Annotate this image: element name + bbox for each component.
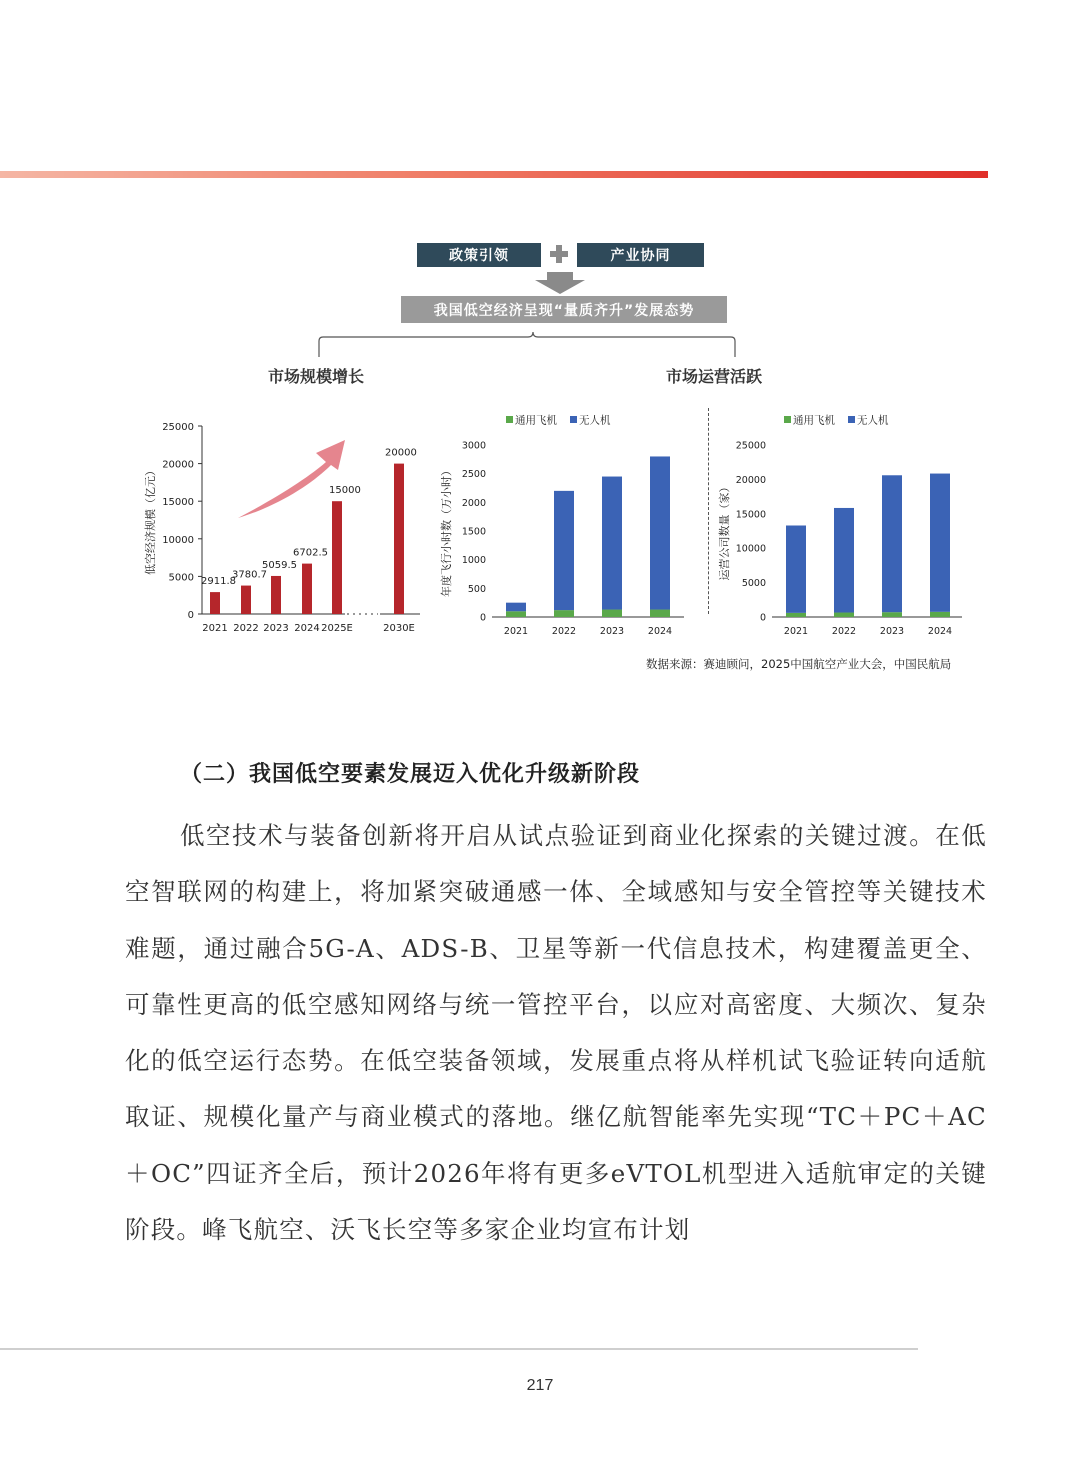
legend-label: 通用飞机 xyxy=(793,414,835,427)
bar-2025E xyxy=(332,501,342,614)
bar-2023 xyxy=(271,576,281,614)
data-label: 15000 xyxy=(329,485,361,497)
industry-box-label: 产业协同 xyxy=(610,248,671,264)
bar-2022-无人机 xyxy=(554,491,574,610)
header-rule xyxy=(0,171,988,178)
operator-count-chart xyxy=(714,405,970,645)
growth-arrow-icon xyxy=(238,440,345,518)
bar-2022-通用飞机 xyxy=(834,613,854,617)
bar-2021-通用飞机 xyxy=(506,611,526,617)
bar-2023-通用飞机 xyxy=(882,612,902,617)
bar-2024-无人机 xyxy=(930,474,950,612)
x-tick-label: 2021 xyxy=(783,626,809,637)
data-label: 5059.5 xyxy=(262,559,297,571)
legend-swatch xyxy=(506,416,513,423)
bar-2024-通用飞机 xyxy=(650,610,670,617)
x-tick-label: 2023 xyxy=(599,626,625,637)
plus-icon xyxy=(548,243,570,265)
x-tick-label: 2022 xyxy=(831,626,857,637)
body-paragraph: 低空技术与装备创新将开启从试点验证到商业化探索的关键过渡。在低空智联网的构建上，将加紧突破通感一体、全域感知与安全管控等关键技术难题，通过融合5G-A、ADS-B、卫星等新一代信息技术，构建覆盖更全、可靠性更高的低空感知网络与统一管控平台，以应对高密度、大频次、复杂化的低空运行态势。在低空装备领域，发展重点将从样机试飞验证转向适航取证、规模化量产与商业模式的落地。继亿航智能率先实现“TC＋PC＋AC＋OC”四证齐全后，预计2026年将有更多eVTOL机型进入适航审定的关键阶段。峰飞航空、沃飞长空等多家企业均宣布计划 xyxy=(125,821,987,1245)
x-tick-label: 2024 xyxy=(647,626,673,637)
bar-2021-无人机 xyxy=(786,525,806,612)
x-tick-label: 2022 xyxy=(233,623,259,634)
footer-rule xyxy=(0,1348,918,1350)
y-tick-label: 5000 xyxy=(741,578,766,590)
bar-2022-通用飞机 xyxy=(554,610,574,617)
bar-2024-通用飞机 xyxy=(930,612,950,617)
legend-swatch xyxy=(570,416,577,423)
bar-2023-无人机 xyxy=(602,477,622,610)
bar-2022 xyxy=(241,586,251,614)
page-number: 217 xyxy=(526,1377,554,1394)
data-label: 20000 xyxy=(385,447,417,459)
y-tick-label: 1000 xyxy=(461,555,486,567)
x-tick-label: 2030E xyxy=(383,623,415,634)
y-tick-label: 0 xyxy=(187,610,194,621)
y-axis-label: 年度飞行小时数（万小时） xyxy=(440,465,453,597)
y-tick-label: 1500 xyxy=(461,526,486,538)
flight-hours-chart xyxy=(436,405,692,645)
y-tick-label: 10000 xyxy=(735,543,766,555)
y-tick-label: 2500 xyxy=(461,469,486,481)
data-label: 3780.7 xyxy=(232,569,267,581)
branch-left-label: 市场规模增长 xyxy=(268,367,365,386)
x-tick-label: 2023 xyxy=(879,626,905,637)
x-tick-label: 2022 xyxy=(551,626,577,637)
x-tick-label: 2021 xyxy=(503,626,529,637)
y-tick-label: 500 xyxy=(467,583,486,595)
policy-box-label: 政策引领 xyxy=(449,248,509,264)
y-tick-label: 0 xyxy=(479,612,486,624)
y-axis-label: 运营公司数量（家） xyxy=(718,481,731,581)
bar-2024-无人机 xyxy=(650,456,670,609)
section-subheading: （二）我国低空要素发展迈入优化升级新阶段 xyxy=(180,761,641,787)
policy-box xyxy=(417,243,541,267)
x-tick-label: 2024 xyxy=(927,626,953,637)
y-tick-label: 0 xyxy=(759,612,766,624)
result-box xyxy=(401,296,727,323)
y-tick-label: 3000 xyxy=(461,440,486,452)
x-tick-label: 2024 xyxy=(294,623,320,634)
data-label: 6702.5 xyxy=(293,547,328,559)
result-box-label: 我国低空经济呈现“量质齐升”发展态势 xyxy=(433,302,695,319)
legend-label: 无人机 xyxy=(579,414,611,427)
y-tick-label: 20000 xyxy=(735,474,766,486)
chart-divider xyxy=(708,408,709,614)
y-tick-label: 15000 xyxy=(735,509,766,521)
y-tick-label: 2000 xyxy=(461,497,486,509)
bar-2021-无人机 xyxy=(506,603,526,612)
market-size-chart xyxy=(140,410,430,640)
y-tick-label: 15000 xyxy=(162,497,194,509)
bar-2022-无人机 xyxy=(834,508,854,613)
legend-swatch xyxy=(848,416,855,423)
bar-2024 xyxy=(302,564,312,614)
bar-2030E xyxy=(394,464,404,614)
y-tick-label: 25000 xyxy=(735,440,766,452)
x-tick-label: 2025E xyxy=(321,623,353,634)
bar-2021 xyxy=(210,592,220,614)
y-axis-label: 低空经济规模（亿元） xyxy=(144,465,157,575)
bar-2021-通用飞机 xyxy=(786,613,806,617)
y-tick-label: 5000 xyxy=(168,572,194,584)
data-source-note: 数据来源：赛迪顾问，2025中国航空产业大会，中国民航局 xyxy=(646,657,952,671)
bar-2023-通用飞机 xyxy=(602,610,622,617)
y-tick-label: 25000 xyxy=(162,422,194,433)
legend-label: 通用飞机 xyxy=(515,414,557,427)
industry-box xyxy=(577,243,704,267)
data-label: 2911.8 xyxy=(201,576,236,588)
bar-2023-无人机 xyxy=(882,475,902,612)
x-tick-label: 2021 xyxy=(202,623,228,634)
down-arrow-icon xyxy=(535,272,585,294)
y-tick-label: 20000 xyxy=(162,459,194,471)
x-tick-label: 2023 xyxy=(263,623,289,634)
legend-label: 无人机 xyxy=(857,414,889,427)
y-tick-label: 10000 xyxy=(162,534,194,546)
legend-swatch xyxy=(784,416,791,423)
branch-right-label: 市场运营活跃 xyxy=(666,367,763,386)
